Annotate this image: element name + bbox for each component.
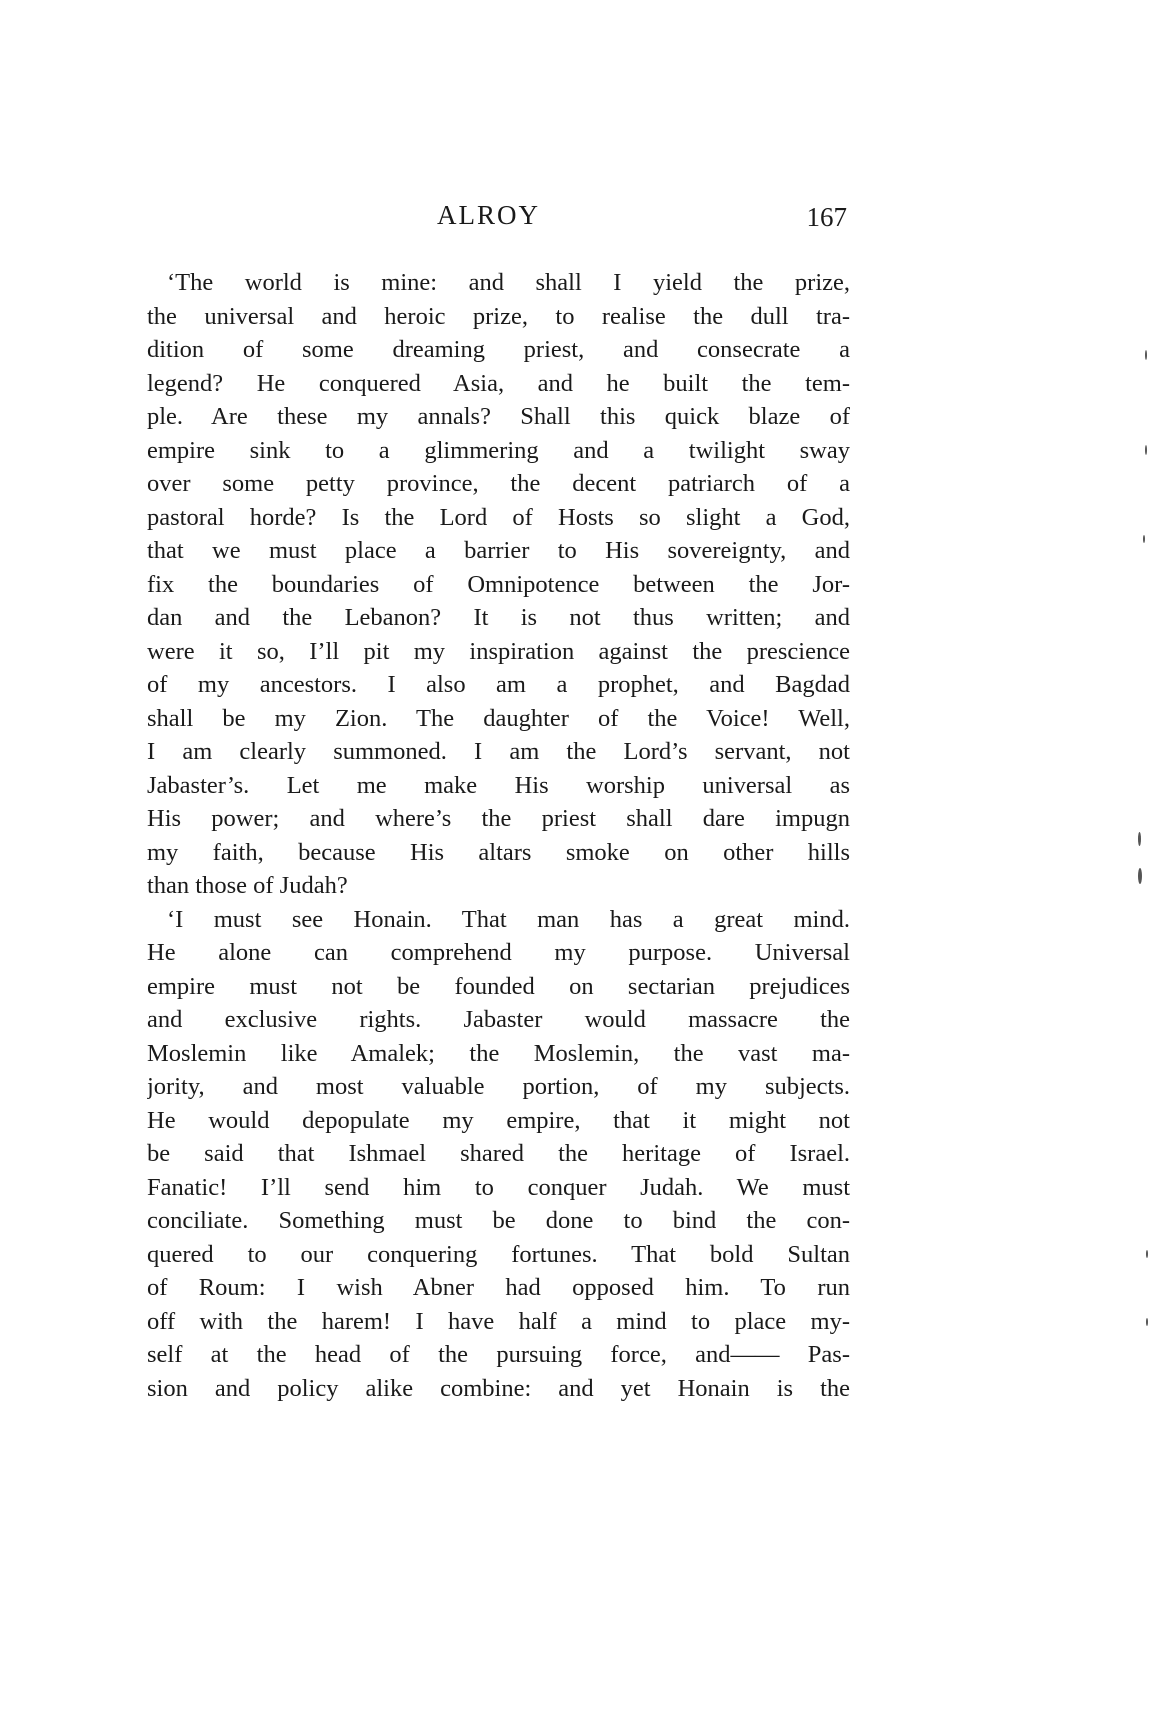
text-line: were it so, I’ll pit my inspiration against the prescience: [147, 637, 850, 665]
text-line: sion and policy alike combine: and yet Honain is the: [147, 1374, 850, 1402]
text-line: of Roum: I wish Abner had opposed him. To run: [147, 1274, 850, 1301]
text-line: and exclusive rights. Jabaster would massacre the: [147, 1006, 850, 1033]
running-title: ALROY: [437, 200, 540, 230]
body-text: [147, 266, 850, 1405]
scan-speck: [1138, 832, 1141, 846]
text-line: empire sink to a glimmering and a twilight sway: [147, 436, 850, 464]
running-header: [147, 200, 847, 240]
scan-speck: [1143, 535, 1145, 543]
page-number: 167: [806, 202, 847, 232]
scan-speck: [1146, 1250, 1148, 1258]
scan-speck: [1145, 350, 1147, 360]
text-line: of my ancestors. I also am a prophet, and Bagdad: [147, 671, 850, 698]
text-line: off with the harem! I have half a mind to place my-: [147, 1307, 850, 1335]
text-line: conciliate. Something must be done to bind the con-: [147, 1207, 850, 1234]
text-line: shall be my Zion. The daughter of the Voice! Well,: [147, 704, 850, 732]
scan-speck: [1138, 868, 1142, 884]
text-line: ‘The world is mine: and shall I yield the prize,: [167, 269, 850, 296]
text-line: legend? He conquered Asia, and he built the tem-: [147, 369, 850, 397]
text-line: ‘I must see Honain. That man has a great mind.: [167, 905, 850, 933]
text-line: Jabaster’s. Let me make His worship universal as: [147, 771, 850, 799]
text-line: quered to our conquering fortunes. That bold Sultan: [147, 1240, 850, 1268]
text-line: He would depopulate my empire, that it might not: [147, 1106, 850, 1134]
text-line: pastoral horde? Is the Lord of Hosts so slight a God,: [147, 503, 850, 531]
text-line: I am clearly summoned. I am the Lord’s servant, not: [147, 738, 850, 765]
text-line: dition of some dreaming priest, and consecrate a: [147, 336, 850, 363]
text-line: jority, and most valuable portion, of my subjects.: [147, 1073, 850, 1100]
text-line: be said that Ishmael shared the heritage of Israel.: [147, 1140, 850, 1167]
text-line: Moslemin like Amalek; the Moslemin, the vast ma-: [147, 1039, 850, 1067]
text-line: than those of Judah?: [147, 872, 348, 899]
text-line: over some petty province, the decent patriarch of a: [147, 470, 850, 497]
text-line: dan and the Lebanon? It is not thus written; and: [147, 604, 850, 631]
text-line: He alone can comprehend my purpose. Universal: [147, 939, 850, 966]
text-line: my faith, because His altars smoke on other hills: [147, 838, 850, 866]
text-line: His power; and where’s the priest shall dare impugn: [147, 805, 850, 832]
text-line: the universal and heroic prize, to realise the dull tra-: [147, 302, 850, 330]
text-line: Fanatic! I’ll send him to conquer Judah. We must: [147, 1173, 850, 1201]
text-line: ple. Are these my annals? Shall this quick blaze of: [147, 403, 850, 430]
scan-speck: [1146, 1318, 1148, 1326]
text-line: that we must place a barrier to His sovereignty, and: [147, 537, 850, 564]
scan-speck: [1145, 445, 1147, 455]
text-line: empire must not be founded on sectarian prejudices: [147, 972, 850, 1000]
text-line: self at the head of the pursuing force, and—— Pas-: [147, 1341, 850, 1368]
text-line: fix the boundaries of Omnipotence between the Jor-: [147, 570, 850, 598]
